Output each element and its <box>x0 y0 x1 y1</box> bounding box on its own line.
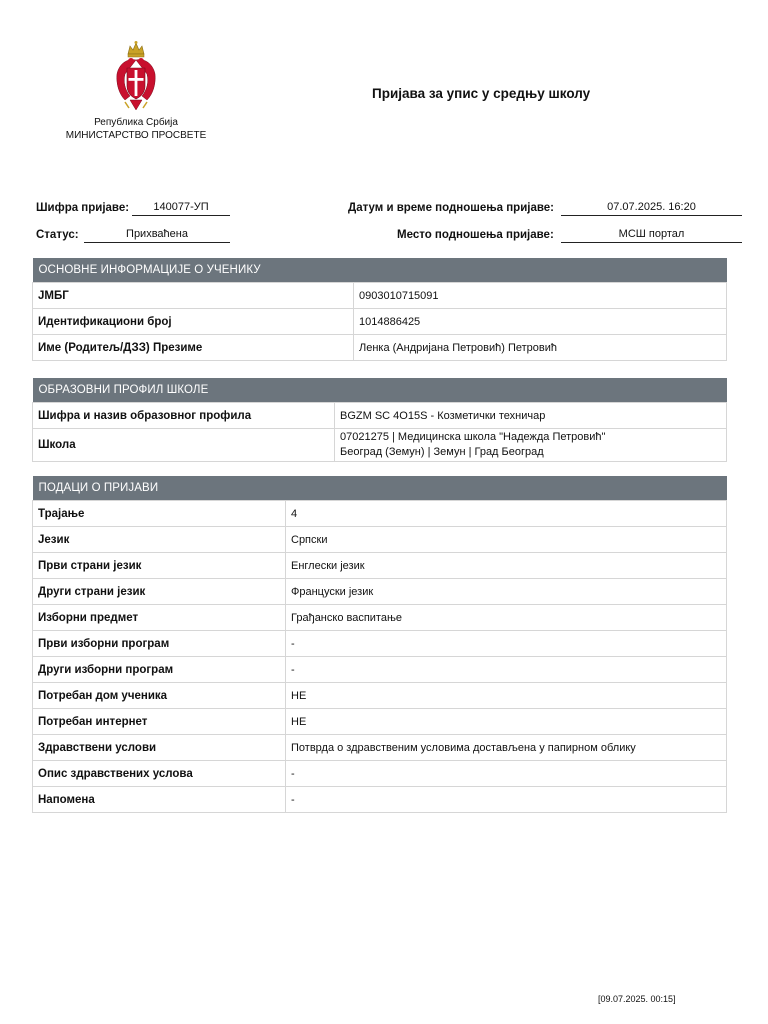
row-label: Опис здравствених услова <box>33 761 286 787</box>
row-value: Српски <box>286 527 727 553</box>
table-row <box>33 787 727 813</box>
row-label: Други изборни програм <box>33 657 286 683</box>
school-profile-heading: ОБРАЗОВНИ ПРОФИЛ ШКОЛЕ <box>33 378 727 403</box>
row-value: - <box>286 761 727 787</box>
submission-date-value: 07.07.2025. 16:20 <box>561 201 742 216</box>
row-label: Потребан дом ученика <box>33 683 286 709</box>
submission-place-label: Место подношења пријаве: <box>397 229 554 241</box>
table-row <box>33 283 727 309</box>
table-row <box>33 735 727 761</box>
school-line-2: Београд (Земун) | Земун | Град Београд <box>340 446 544 458</box>
page-title: Пријава за упис у средњу школу <box>372 86 591 101</box>
row-label: Други страни језик <box>33 579 286 605</box>
row-value: Ленка (Андријана Петровић) Петровић <box>354 335 727 361</box>
row-label: Изборни предмет <box>33 605 286 631</box>
table-row <box>33 761 727 787</box>
coat-of-arms-icon <box>113 40 159 116</box>
row-label: Језик <box>33 527 286 553</box>
table-row <box>33 657 727 683</box>
row-label: ЈМБГ <box>33 283 354 309</box>
row-value: - <box>286 787 727 813</box>
table-row <box>33 403 727 429</box>
row-value: Грађанско васпитање <box>286 605 727 631</box>
ministry-logo <box>60 40 212 142</box>
application-data-heading: ПОДАЦИ О ПРИЈАВИ <box>33 476 727 501</box>
row-value: - <box>286 657 727 683</box>
table-row <box>33 527 727 553</box>
application-code-value: 140077-УП <box>132 201 230 216</box>
row-label: Потребан интернет <box>33 709 286 735</box>
row-label: Трајање <box>33 501 286 527</box>
row-label: Напомена <box>33 787 286 813</box>
row-value: Француски језик <box>286 579 727 605</box>
row-value: 1014886425 <box>354 309 727 335</box>
row-label: Први изборни програм <box>33 631 286 657</box>
table-row <box>33 605 727 631</box>
ministry-label: МИНИСТАРСТВО ПРОСВЕТЕ <box>65 130 207 141</box>
table-row <box>33 709 727 735</box>
table-row <box>33 631 727 657</box>
table-row <box>33 429 727 462</box>
profile-code-value: BGZM SC 4O15S - Козметички техничар <box>335 403 727 429</box>
table-row <box>33 683 727 709</box>
table-row <box>33 579 727 605</box>
submission-date-label: Датум и време подношења пријаве: <box>348 202 555 214</box>
row-value: 4 <box>286 501 727 527</box>
row-value: 0903010715091 <box>354 283 727 309</box>
row-value: НЕ <box>286 683 727 709</box>
application-data-table <box>32 476 727 813</box>
submission-place-value: МСШ портал <box>561 228 742 243</box>
row-value: Енглески језик <box>286 553 727 579</box>
republic-label: Република Србија <box>94 117 178 128</box>
student-info-table <box>32 258 727 361</box>
school-profile-table <box>32 378 727 462</box>
profile-code-label: Шифра и назив образовног профила <box>33 403 335 429</box>
table-row <box>33 309 727 335</box>
status-label: Статус: <box>36 229 79 241</box>
row-label: Први страни језик <box>33 553 286 579</box>
school-label: Школа <box>33 429 335 462</box>
status-value: Прихваћена <box>84 228 230 243</box>
table-row <box>33 501 727 527</box>
table-row <box>33 553 727 579</box>
row-label: Име (Родитељ/ДЗЗ) Презиме <box>33 335 354 361</box>
print-timestamp: [09.07.2025. 00:15] <box>598 994 676 1004</box>
row-value: - <box>286 631 727 657</box>
table-row <box>33 335 727 361</box>
student-info-heading: ОСНОВНЕ ИНФОРМАЦИЈЕ О УЧЕНИКУ <box>33 258 727 283</box>
school-line-1: 07021275 | Медицинска школа "Надежда Петровић" <box>340 431 606 443</box>
row-value: НЕ <box>286 709 727 735</box>
row-label: Здравствени услови <box>33 735 286 761</box>
application-code-label: Шифра пријаве: <box>36 202 130 214</box>
row-label: Идентификациони број <box>33 309 354 335</box>
row-value: Потврда о здравственим условима достављена у папирном облику <box>286 735 727 761</box>
school-value <box>335 429 727 462</box>
